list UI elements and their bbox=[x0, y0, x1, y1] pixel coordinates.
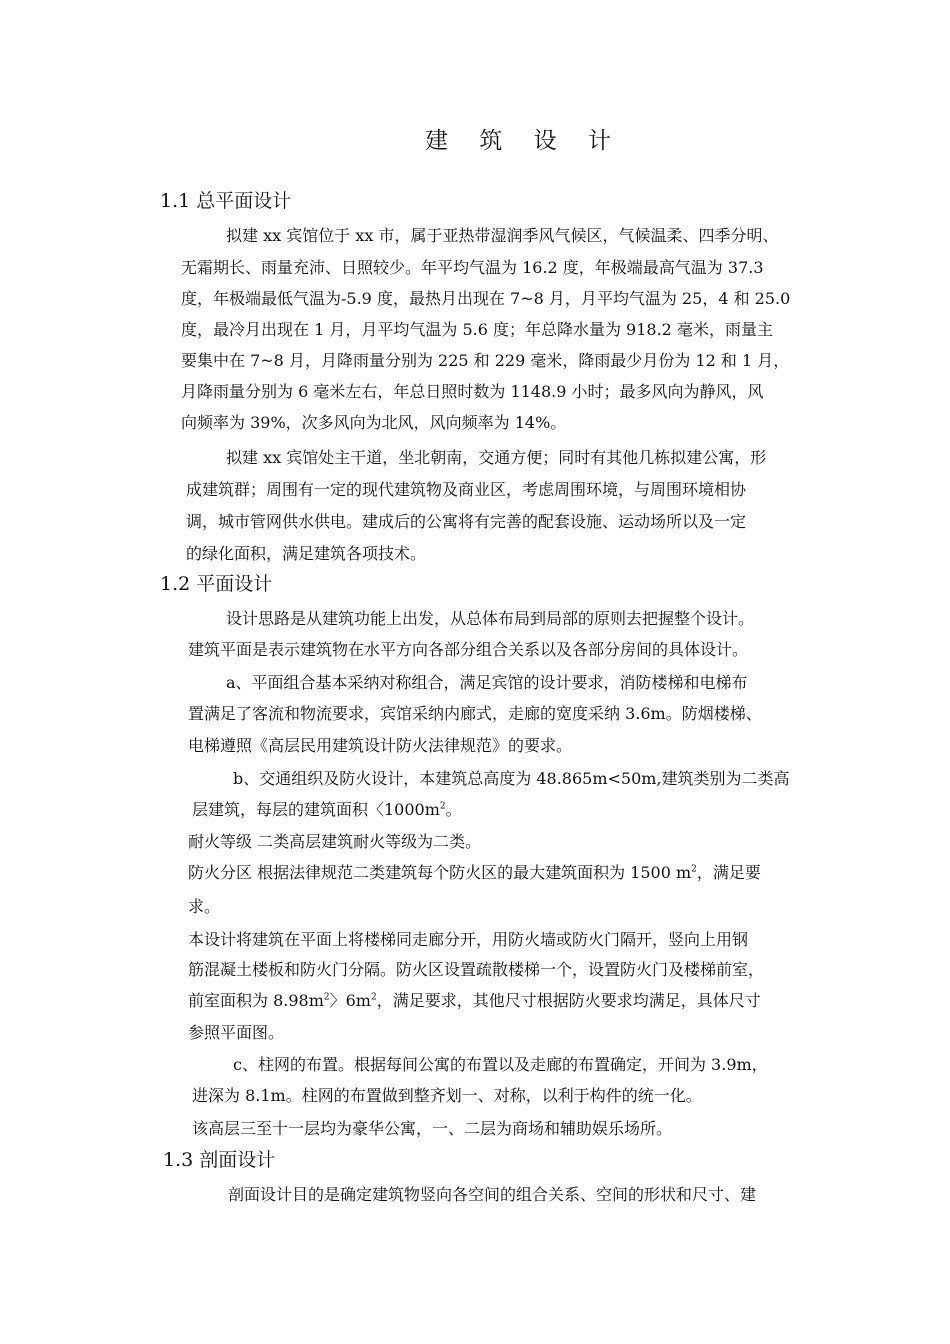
page-title: 建 筑 设 计 bbox=[425, 128, 623, 154]
paragraph-line: 求。 bbox=[188, 897, 221, 916]
paragraph-line: 拟建 xx 宾馆处主干道，坐北朝南，交通方便；同时有其他几栋拟建公寓，形 bbox=[226, 448, 767, 467]
paragraph-line: 进深为 8.1m。柱网的布置做到整齐划一、对称，以利于构件的统一化。 bbox=[192, 1086, 702, 1105]
paragraph-line: 防火分区 根据法律规范二类建筑每个防火区的最大建筑面积为 1500 $m^2$，满足要 bbox=[188, 863, 761, 882]
paragraph-line: 耐火等级 二类高层建筑耐火等级为二类。 bbox=[188, 832, 482, 851]
paragraph-line: a、平面组合基本采纳对称组合，满足宾馆的设计要求，消防楼梯和电梯布 bbox=[226, 673, 748, 692]
paragraph-line: 该高层三至十一层均为豪华公寓，一、二层为商场和辅助娱乐场所。 bbox=[192, 1119, 673, 1138]
paragraph-line: 本设计将建筑在平面上将楼梯同走廊分开，用防火墙或防火门隔开，竖向上用钢 bbox=[188, 930, 749, 949]
paragraph-line: 向频率为 39%，次多风向为北风，风向频率为 14%。 bbox=[181, 413, 567, 432]
paragraph-line: 置满足了客流和物流要求，宾馆采纳内廊式，走廊的宽度采纳 3.6m。防烟楼梯、 bbox=[188, 704, 762, 723]
paragraph-line: 无霜期长、雨量充沛、日照较少。年平均气温为 16.2 度，年极端最高气温为 37.3 bbox=[181, 258, 764, 277]
paragraph-line: 成建筑群；周围有一定的现代建筑物及商业区，考虑周围环境，与周围环境相协 bbox=[186, 480, 747, 499]
paragraph-line: 层建筑，每层的建筑面积〈$1000m^2$。 bbox=[192, 800, 462, 819]
paragraph-line: 筋混凝土楼板和防火门分隔。防火区设置疏散楼梯一个，设置防火门及楼梯前室， bbox=[188, 960, 765, 979]
paragraph-line: 前室面积为 $8.98m^2$〉$6m^2$，满足要求，其他尺寸根据防火要求均满足，具体尺寸 bbox=[188, 991, 761, 1010]
paragraph-line: c、柱网的布置。根据每间公寓的布置以及走廊的布置确定，开间为 3.9m， bbox=[233, 1055, 768, 1074]
paragraph-line: 调，城市管网供水供电。建成后的公寓将有完善的配套设施、运动场所以及一定 bbox=[186, 512, 747, 531]
paragraph-line: 要集中在 7~8 月，月降雨量分别为 225 和 229 毫米，降雨最少月份为 12 和 1 月， bbox=[181, 351, 790, 370]
paragraph-line: 度，年极端最低气温为-5.9 度，最热月出现在 7~8 月，月平均气温为 25，4 和 25.0 bbox=[181, 289, 791, 308]
section-heading-1-2: 1.2 平面设计 bbox=[160, 573, 273, 595]
paragraph-line: 月降雨量分别为 6 毫米左右，年总日照时数为 1148.9 小时；最多风向为静风，风 bbox=[181, 382, 764, 401]
paragraph-line: 建筑平面是表示建筑物在水平方向各部分组合关系以及各部分房间的具体设计。 bbox=[188, 640, 749, 659]
paragraph-line: 拟建 xx 宾馆位于 xx 市，属于亚热带湿润季风气候区，气候温柔、四季分明、 bbox=[226, 226, 779, 245]
paragraph-line: 度，最冷月出现在 1 月，月平均气温为 5.6 度；年总降水量为 918.2 毫米，雨量主 bbox=[181, 320, 773, 339]
paragraph-line: 的绿化面积，满足建筑各项技术。 bbox=[186, 544, 427, 563]
section-heading-1-1: 1.1 总平面设计 bbox=[160, 190, 292, 212]
paragraph-line: 剖面设计目的是确定建筑物竖向各空间的组合关系、空间的形状和尺寸、建 bbox=[228, 1185, 757, 1204]
paragraph-line: 电梯遵照《高层民用建筑设计防火法律规范》的要求。 bbox=[188, 736, 573, 755]
paragraph-line: 参照平面图。 bbox=[188, 1023, 285, 1042]
paragraph-line: b、交通组织及防火设计，本建筑总高度为 48.865m<50m,建筑类别为二类高 bbox=[233, 769, 790, 788]
section-heading-1-3: 1.3 剖面设计 bbox=[163, 1149, 276, 1171]
paragraph-line: 设计思路是从建筑功能上出发，从总体布局到局部的原则去把握整个设计。 bbox=[226, 609, 755, 628]
